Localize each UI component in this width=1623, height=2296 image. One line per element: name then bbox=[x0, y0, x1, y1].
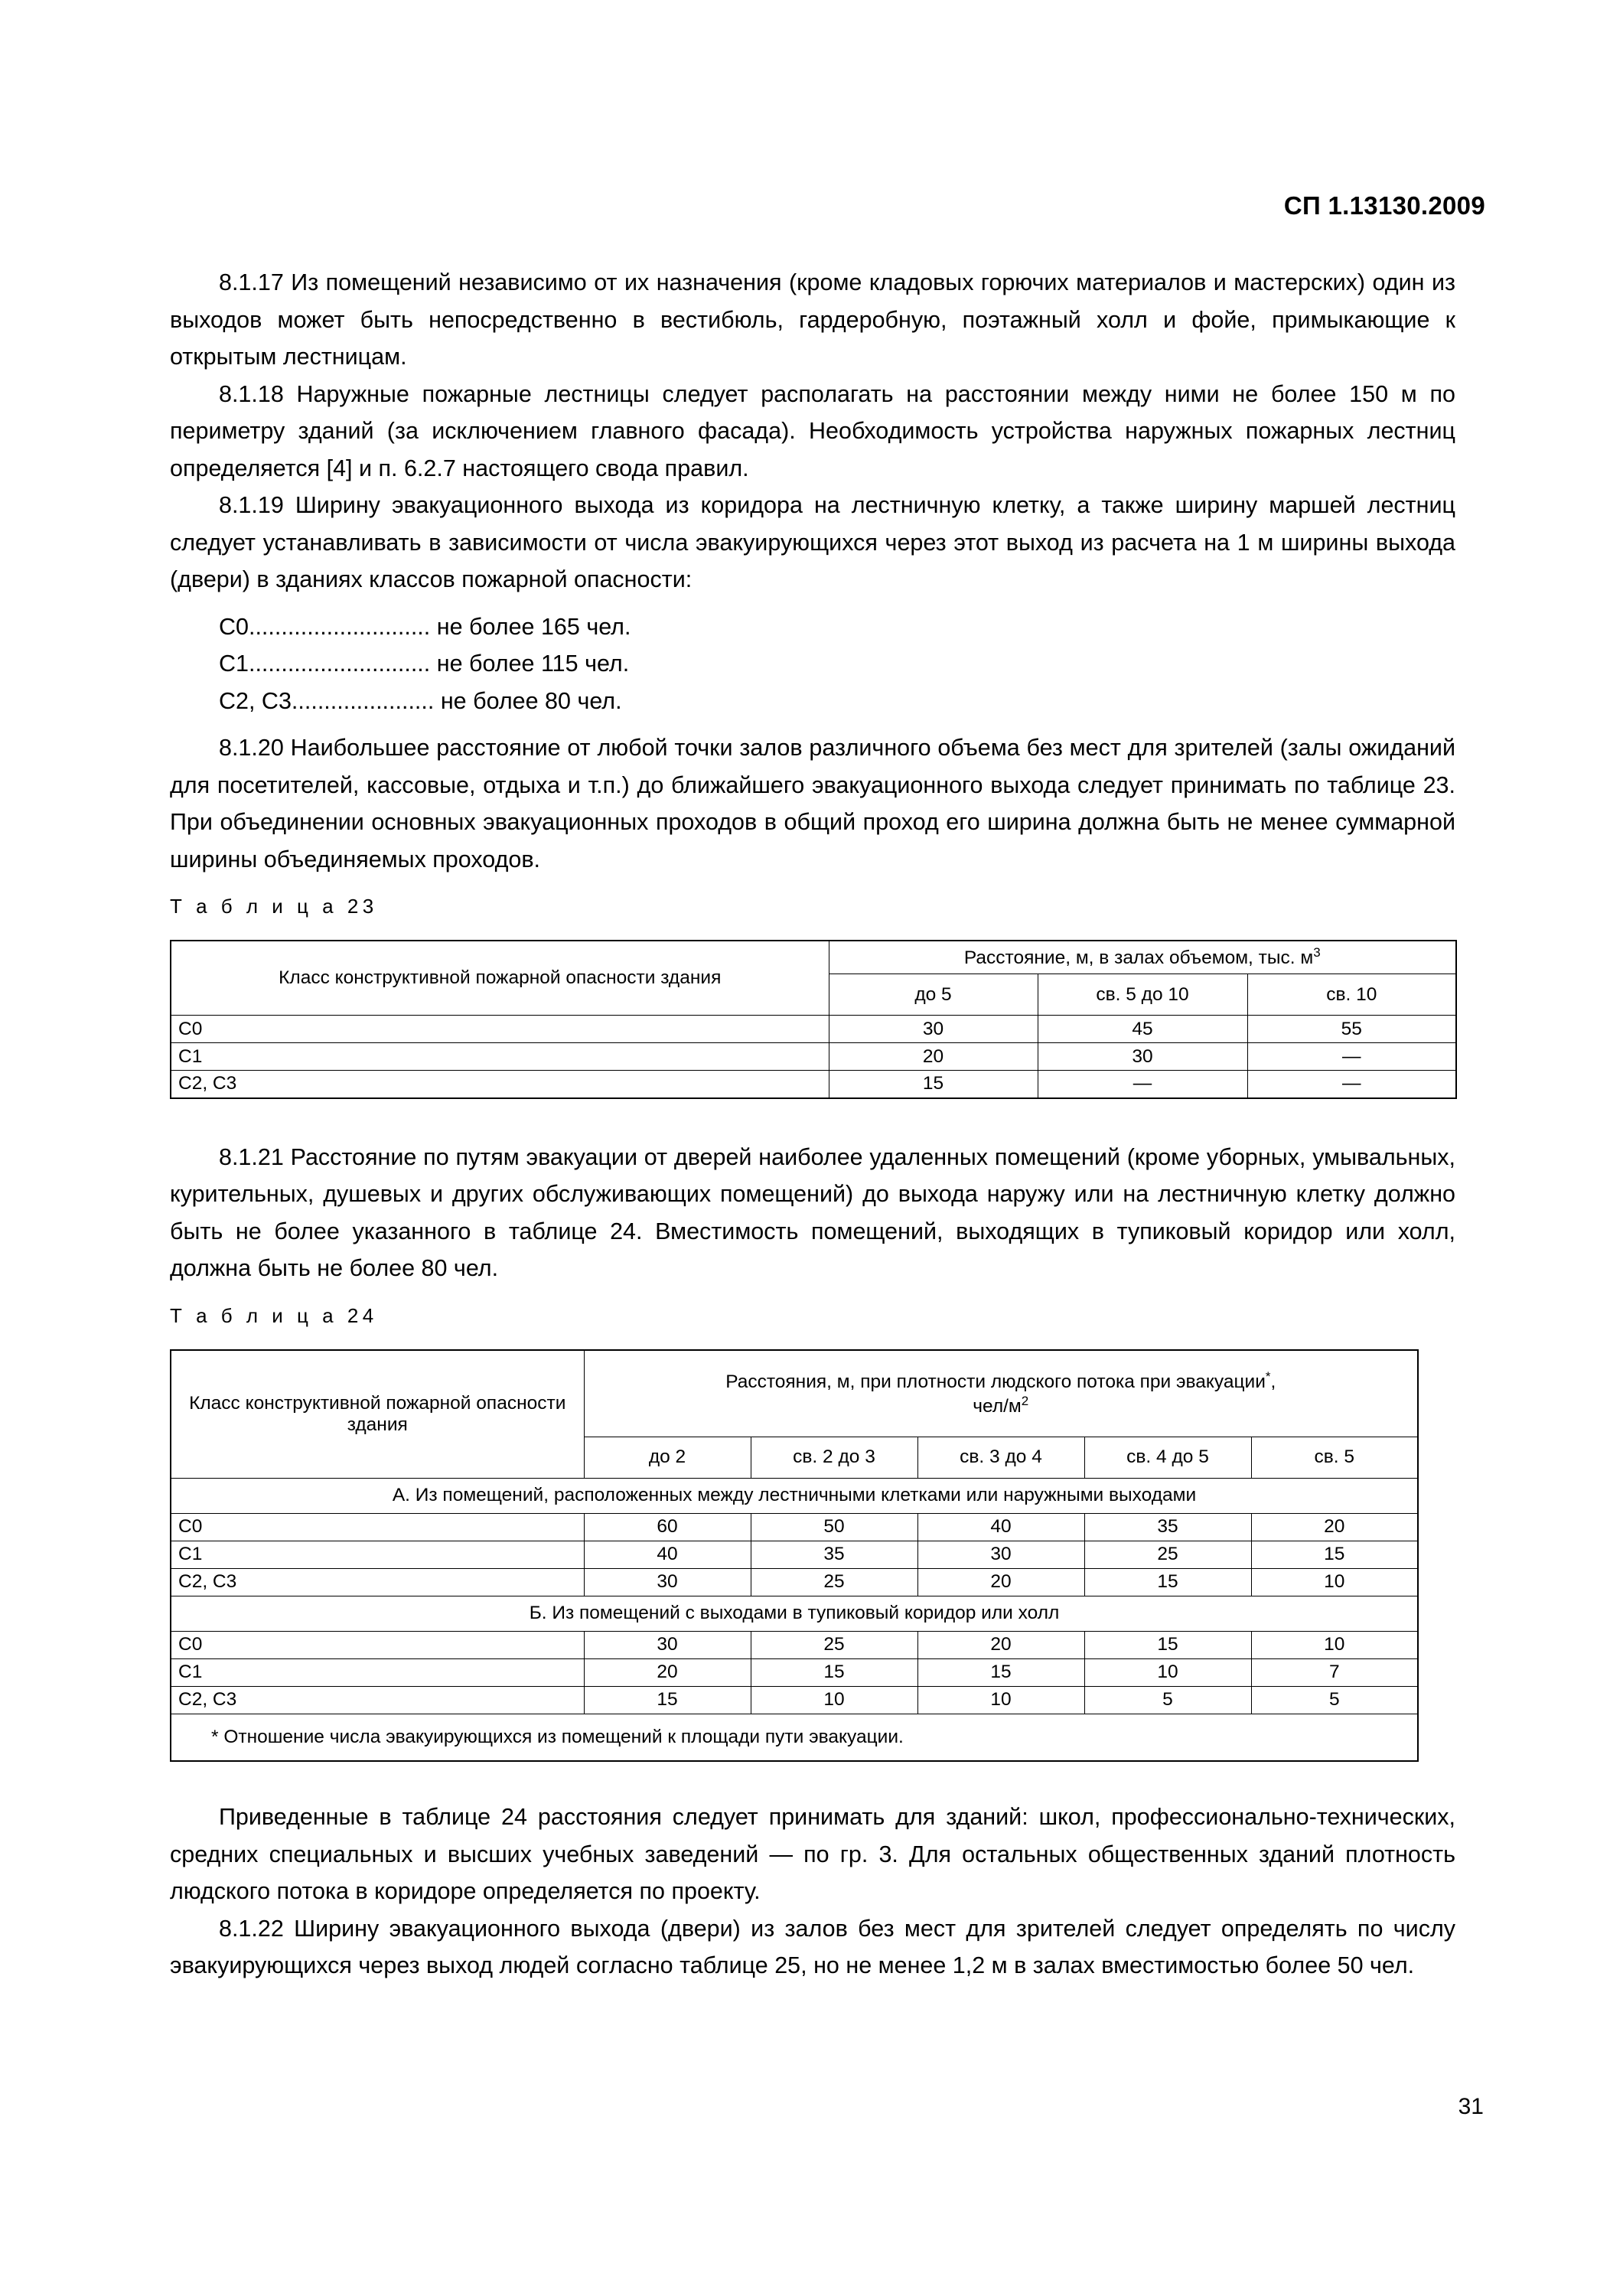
table-23-row-2-value-2: — bbox=[1247, 1071, 1456, 1098]
table-24-group-header-superscript: * bbox=[1265, 1369, 1271, 1384]
table-24-section-a-header bbox=[171, 1478, 1418, 1513]
table-24 bbox=[170, 1349, 1419, 1763]
table-24-b-row-1-value-2: 15 bbox=[917, 1658, 1084, 1686]
table-24-b-row-0-value-1: 25 bbox=[751, 1631, 917, 1658]
table-24-b-row-0-label: С0 bbox=[171, 1631, 584, 1658]
table-row bbox=[171, 1016, 1456, 1043]
table-24-b-row-2-value-0: 15 bbox=[584, 1686, 751, 1714]
table-23-row-2-label: С2, С3 bbox=[171, 1071, 829, 1098]
table-23-row-0-value-0: 30 bbox=[829, 1016, 1038, 1043]
table-24-b-row-1-value-1: 15 bbox=[751, 1658, 917, 1686]
table-24-b-row-1-value-3: 10 bbox=[1084, 1658, 1251, 1686]
table-24-subheader-2: св. 2 до 3 bbox=[751, 1437, 917, 1478]
table-23-row-2-value-1: — bbox=[1038, 1071, 1247, 1098]
table-24-a-row-1-value-3: 25 bbox=[1084, 1541, 1251, 1568]
table-24-section-b-header bbox=[171, 1596, 1418, 1631]
table-23-col1-header: Класс конструктивной пожарной опасности здания bbox=[171, 941, 829, 1016]
paragraph-8-1-21: 8.1.21 Расстояние по путям эвакуации от дверей наиболее удаленных помещений (кроме уборных, умывальных, курительных, душевых и других обслуживающих помещений) до выхода наружу или на лестничную клетку должно быть не более указанного в таблице 24. Вместимость помещений, выходящих в тупиковый коридор или холл, должна быть не более 80 чел. bbox=[170, 1143, 1455, 1281]
table-24-subheader-1: до 2 bbox=[584, 1437, 751, 1478]
spacer bbox=[170, 878, 1455, 895]
table-23-caption: Т а б л и ц а 23 bbox=[170, 895, 378, 918]
paragraph-8-1-17: 8.1.17 Из помещений независимо от их назначения (кроме кладовых горючих материалов и мастерских) один из выходов может быть непосредственно в вестибюль, гардеробную, поэтажный холл и фойе, примыкающие к открытым лестницам. bbox=[170, 269, 1455, 370]
table-24-group-header-line1-tail: , bbox=[1270, 1371, 1276, 1393]
table-24-a-row-2-value-0: 30 bbox=[584, 1568, 751, 1596]
paragraph-8-1-22: 8.1.22 Ширину эвакуационного выхода (двери) из залов без мест для зрителей следует определять по числу эвакуирующихся через выход людей согласно таблице 25, но не менее 1,2 м в залах вместимостью более 50 чел. bbox=[170, 1915, 1455, 1978]
table-24-group-header-line2: чел/м bbox=[973, 1395, 1022, 1417]
table-24-header-row-1 bbox=[171, 1350, 1418, 1437]
table-23-row-0-label: С0 bbox=[171, 1016, 829, 1043]
table-23-group-header-superscript: 3 bbox=[1313, 945, 1321, 960]
class-list-item-c2c3-text: С2, С3...................... не более 80 чел. bbox=[219, 687, 622, 714]
table-24-b-row-1-label: С1 bbox=[171, 1658, 584, 1686]
table-23-row-0-value-2: 55 bbox=[1247, 1016, 1456, 1043]
document-body bbox=[170, 264, 1455, 1985]
table-24-group-header bbox=[584, 1350, 1418, 1437]
table-24-a-row-0-value-1: 50 bbox=[751, 1513, 917, 1541]
table-24-b-row-2-value-3: 5 bbox=[1084, 1686, 1251, 1714]
table-24-col1-header: Класс конструктивной пожарной опасности здания bbox=[171, 1350, 584, 1479]
table-24-a-row-2-value-1: 25 bbox=[751, 1568, 917, 1596]
table-24-a-row-1-value-2: 30 bbox=[917, 1541, 1084, 1568]
table-row bbox=[171, 1568, 1418, 1596]
table-24-section-b-title: Б. Из помещений с выходами в тупиковый коридор или холл bbox=[171, 1596, 1418, 1631]
table-24-group-header-line1: Расстояния, м, при плотности людского потока при эвакуации bbox=[725, 1371, 1266, 1393]
table-row bbox=[171, 1658, 1418, 1686]
table-24-b-row-2-value-2: 10 bbox=[917, 1686, 1084, 1714]
table-23-row-1-label: С1 bbox=[171, 1043, 829, 1071]
table-24-b-row-2-label: С2, С3 bbox=[171, 1686, 584, 1714]
table-24-a-row-0-value-4: 20 bbox=[1251, 1513, 1418, 1541]
table-24-a-row-1-value-0: 40 bbox=[584, 1541, 751, 1568]
paragraph-8-1-20: 8.1.20 Наибольшее расстояние от любой точки залов различного объема без мест для зрителей (залы ожиданий для посетителей, кассовые, отдыха и т.п.) до ближайшего эвакуационного выхода следует принимать по таблице 23. При объединении основных эвакуационных проходов в общий проход его ширина должна быть не менее суммарной ширины объединяемых проходов. bbox=[170, 735, 1455, 872]
table-24-subheader-5: св. 5 bbox=[1251, 1437, 1418, 1478]
table-24-subheader-4: св. 4 до 5 bbox=[1084, 1437, 1251, 1478]
spacer bbox=[170, 1762, 1455, 1799]
table-24-a-row-0-value-0: 60 bbox=[584, 1513, 751, 1541]
class-list-item-c0-text: С0............................ не более 165 чел. bbox=[219, 613, 631, 640]
table-23-row-2-value-0: 15 bbox=[829, 1071, 1038, 1098]
spacer bbox=[170, 1099, 1455, 1139]
table-23-row-0-value-1: 45 bbox=[1038, 1016, 1247, 1043]
table-24-b-row-0-value-3: 15 bbox=[1084, 1631, 1251, 1658]
paragraph-after-table-24: Приведенные в таблице 24 расстояния следует принимать для зданий: школ, профессионально-технических, средних специальных и высших учебных заведений — по гр. 3. Для остальных общественных зданий плотность людского потока в коридоре определяется по проекту. bbox=[170, 1804, 1455, 1904]
document-code-header: СП 1.13130.2009 bbox=[1283, 191, 1485, 220]
class-list-item-c0 bbox=[170, 608, 1455, 646]
table-row bbox=[171, 1043, 1456, 1071]
class-list-item-c1-text: С1............................ не более 115 чел. bbox=[219, 651, 630, 677]
table-23-row-1-value-2: — bbox=[1247, 1043, 1456, 1071]
table-24-group-header-line2-superscript: 2 bbox=[1021, 1393, 1029, 1408]
table-row bbox=[171, 1686, 1418, 1714]
table-24-section-a-title: А. Из помещений, расположенных между лестничными клетками или наружными выходами bbox=[171, 1478, 1418, 1513]
table-24-a-row-2-value-4: 10 bbox=[1251, 1568, 1418, 1596]
table-23-group-header bbox=[829, 941, 1456, 974]
table-24-b-row-0-value-0: 30 bbox=[584, 1631, 751, 1658]
table-23-subheader-1: до 5 bbox=[829, 974, 1038, 1016]
table-row bbox=[171, 1541, 1418, 1568]
table-23-subheader-3: св. 10 bbox=[1247, 974, 1456, 1016]
spacer bbox=[170, 598, 1455, 608]
table-23-row-1-value-0: 20 bbox=[829, 1043, 1038, 1071]
paragraph-8-1-18: 8.1.18 Наружные пожарные лестницы следует располагать на расстоянии между ними не более 150 м по периметру зданий (за исключением главного фасада). Необходимость устройства наружных пожарных лестниц определяется [4] и п. 6.2.7 настоящего свода правил. bbox=[170, 380, 1455, 481]
spacer bbox=[170, 719, 1455, 729]
table-24-a-row-1-value-4: 15 bbox=[1251, 1541, 1418, 1568]
table-23-group-header-text: Расстояние, м, в залах объемом, тыс. м bbox=[963, 947, 1314, 969]
table-24-b-row-2-value-1: 10 bbox=[751, 1686, 917, 1714]
page-number: 31 bbox=[1458, 2094, 1484, 2119]
table-24-a-row-1-value-1: 35 bbox=[751, 1541, 917, 1568]
table-row bbox=[171, 1631, 1418, 1658]
table-23-row-1-value-1: 30 bbox=[1038, 1043, 1247, 1071]
table-24-a-row-0-value-2: 40 bbox=[917, 1513, 1084, 1541]
table-24-a-row-2-value-3: 15 bbox=[1084, 1568, 1251, 1596]
table-23 bbox=[170, 940, 1457, 1099]
table-24-a-row-0-label: С0 bbox=[171, 1513, 584, 1541]
class-list-item-c2c3 bbox=[170, 683, 1455, 720]
table-24-b-row-1-value-0: 20 bbox=[584, 1658, 751, 1686]
table-24-b-row-2-value-4: 5 bbox=[1251, 1686, 1418, 1714]
table-24-b-row-0-value-2: 20 bbox=[917, 1631, 1084, 1658]
table-row bbox=[171, 1513, 1418, 1541]
table-24-subheader-3: св. 3 до 4 bbox=[917, 1437, 1084, 1478]
spacer bbox=[170, 1287, 1455, 1304]
table-24-a-row-1-label: С1 bbox=[171, 1541, 584, 1568]
paragraph-8-1-19: 8.1.19 Ширину эвакуационного выхода из коридора на лестничную клетку, а также ширину маршей лестниц следует устанавливать в зависимости от числа эвакуирующихся через этот выход из расчета на 1 м ширины выхода (двери) в зданиях классов пожарной опасности: bbox=[170, 492, 1455, 592]
table-24-a-row-0-value-3: 35 bbox=[1084, 1513, 1251, 1541]
table-24-a-row-2-value-2: 20 bbox=[917, 1568, 1084, 1596]
table-24-caption: Т а б л и ц а 24 bbox=[170, 1303, 378, 1327]
table-24-b-row-0-value-4: 10 bbox=[1251, 1631, 1418, 1658]
table-24-b-row-1-value-4: 7 bbox=[1251, 1658, 1418, 1686]
table-23-header-row-1 bbox=[171, 941, 1456, 974]
table-row bbox=[171, 1071, 1456, 1098]
table-24-footnote: * Отношение числа эвакуирующихся из помещений к площади пути эвакуации. bbox=[171, 1714, 1418, 1761]
table-23-subheader-2: св. 5 до 10 bbox=[1038, 974, 1247, 1016]
table-24-a-row-2-label: С2, С3 bbox=[171, 1568, 584, 1596]
class-list-item-c1 bbox=[170, 645, 1455, 683]
table-24-footnote-row bbox=[171, 1714, 1418, 1761]
